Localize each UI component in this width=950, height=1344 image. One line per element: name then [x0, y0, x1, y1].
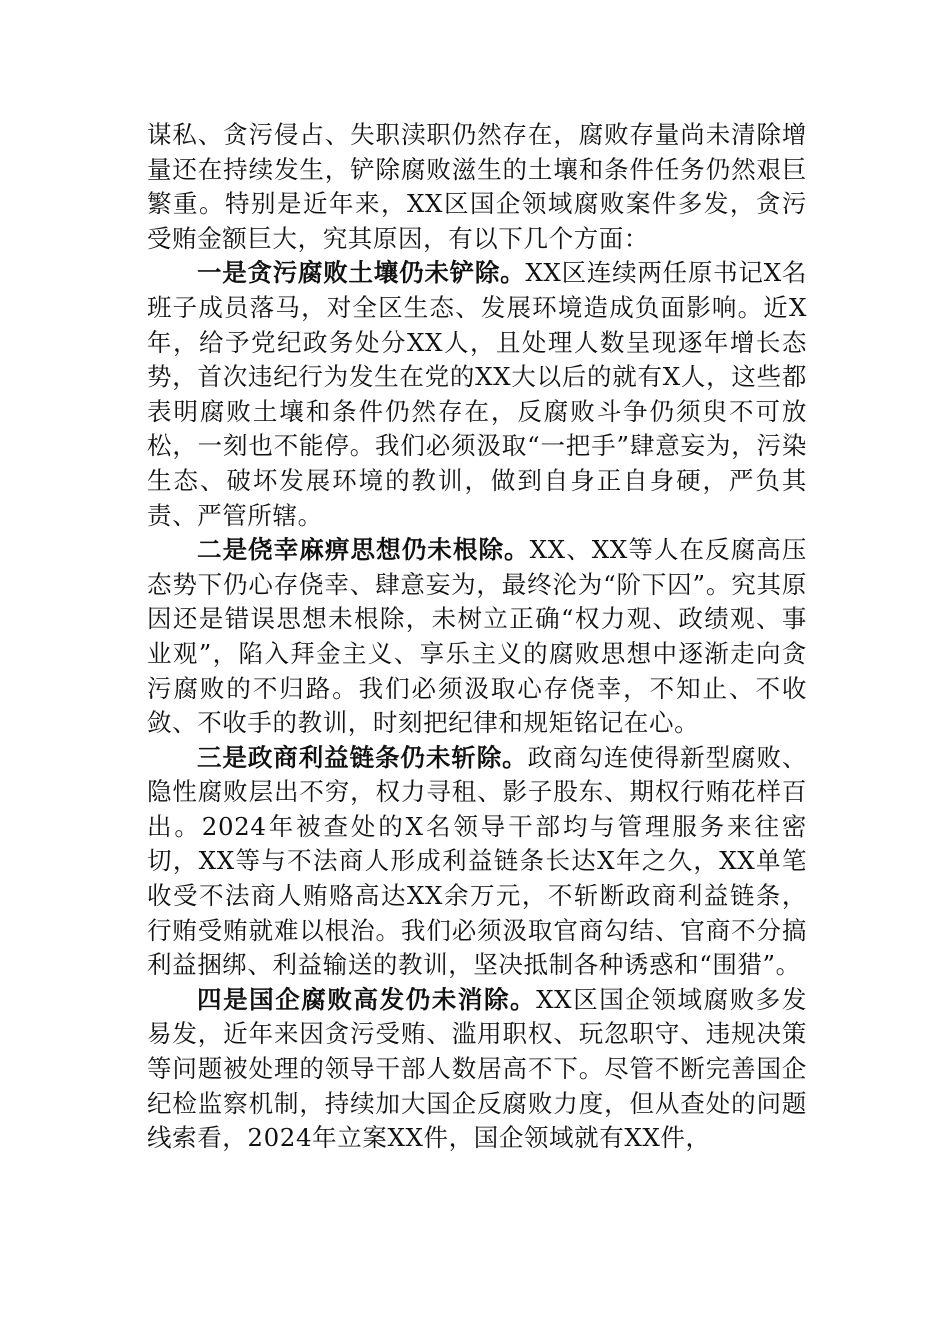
paragraph-point-1	[147, 256, 807, 533]
document-page	[147, 118, 807, 1156]
paragraph-text: XX、XX等人在反腐高压态势下仍心存侥幸、肆意妄为，最终沦为“阶下囚”。究其原因还是错误思想未根除，未树立正确“权力观、政绩观、事业观”，陷入拜金主义、享乐主义的腐败思想中逐渐走向贪污腐败的不归路。我们必须汲取心存侥幸，不知止、不收敛、不收手的教训，时刻把纪律和规矩铭记在心。	[147, 535, 807, 738]
paragraph-text: XX区国企领域腐败多发易发，近年来因贪污受贿、滥用职权、玩忽职守、违规决策等问题被处理的领导干部人数居高不下。尽管不断完善国企纪检监察机制，持续加大国企反腐败力度，但从查处的问题线索看，2024年立案XX件，国企领域就有XX件，	[147, 984, 807, 1153]
paragraph-heading: 四是国企腐败高发仍未消除。	[197, 984, 537, 1014]
paragraph-point-2	[147, 533, 807, 741]
paragraph-heading: 三是政商利益链条仍未斩除。	[197, 742, 528, 772]
paragraph-text: 政商勾连使得新型腐败、隐性腐败层出不穷，权力寻租、影子股东、期权行贿花样百出。2024年被查处的X名领导干部均与管理服务来往密切，XX等与不法商人形成利益链条长达X年之久，XX单笔收受不法商人贿赂高达XX余万元，不斩断政商利益链条，行贿受贿就难以根治。我们必须汲取官商勾结、官商不分搞利益捆绑、利益输送的教训，坚决抵制各种诱惑和“围猎”。	[147, 742, 807, 980]
paragraph-point-4	[147, 983, 807, 1156]
paragraph-text: XX区连续两任原书记X名班子成员落马，对全区生态、发展环境造成负面影响。近X年，给予党纪政务处分XX人，且处理人数呈现逐年增长态势，首次违纪行为发生在党的XX大以后的就有X人，这些都表明腐败土壤和条件仍然存在，反腐败斗争仍须臾不可放松，一刻也不能停。我们必须汲取“一把手”肆意妄为，污染生态、破坏发展环境的教训，做到自身正自身硬，严负其责、严管所辖。	[147, 258, 807, 530]
paragraph-intro	[147, 118, 807, 256]
paragraph-text: 谋私、贪污侵占、失职渎职仍然存在，腐败存量尚未清除增量还在持续发生，铲除腐败滋生的土壤和条件任务仍然艰巨繁重。特别是近年来，XX区国企领域腐败案件多发，贪污受贿金额巨大，究其原因，有以下几个方面：	[147, 120, 807, 253]
paragraph-heading: 一是贪污腐败土壤仍未铲除。	[197, 258, 526, 288]
paragraph-point-3	[147, 741, 807, 983]
paragraph-heading: 二是侥幸麻痹思想仍未根除。	[197, 535, 530, 565]
